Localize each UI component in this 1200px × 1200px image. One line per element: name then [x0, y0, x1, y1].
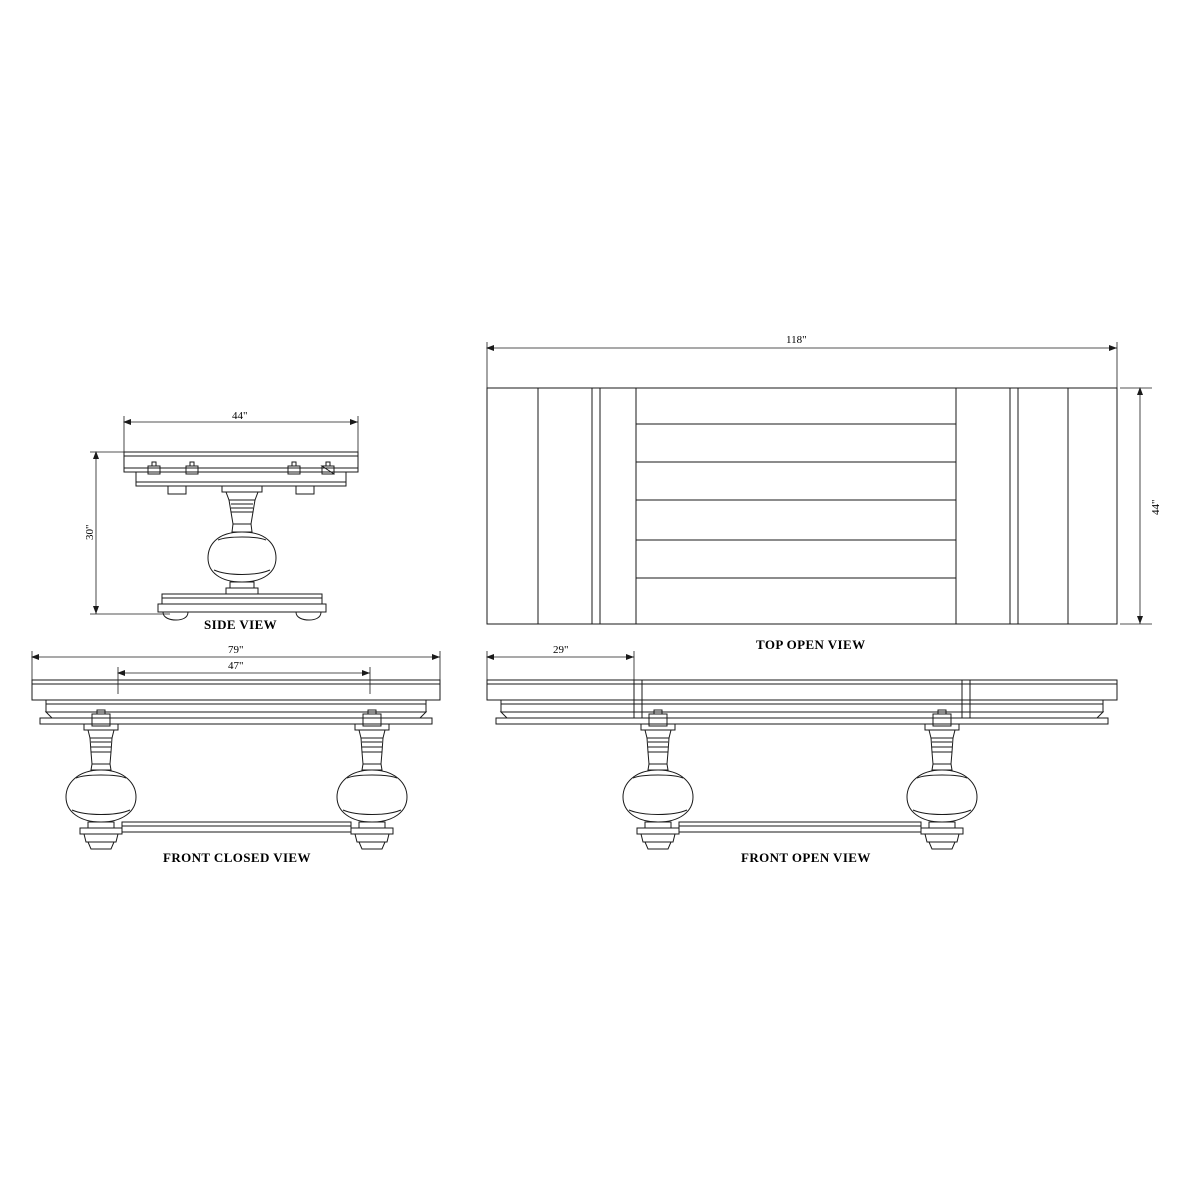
dimension-top-length: 118" [786, 334, 807, 346]
dimension-closed-inner: 47" [228, 660, 244, 672]
view-label-side: SIDE VIEW [204, 617, 278, 632]
view-label-front-open: FRONT OPEN VIEW [741, 850, 871, 865]
dimension-side-height: 30" [84, 524, 96, 540]
dimension-side-width: 44" [232, 410, 248, 422]
view-label-top-open: TOP OPEN VIEW [756, 637, 866, 652]
dimension-open-leaf: 29" [553, 644, 569, 656]
dimension-top-depth: 44" [1150, 499, 1162, 515]
top-open-view-geometry [487, 342, 1152, 624]
dimension-closed-overall: 79" [228, 644, 244, 656]
front-closed-view-geometry [32, 651, 440, 849]
front-open-view-geometry [487, 651, 1117, 849]
side-view-geometry [90, 416, 358, 620]
view-label-front-closed: FRONT CLOSED VIEW [163, 850, 311, 865]
